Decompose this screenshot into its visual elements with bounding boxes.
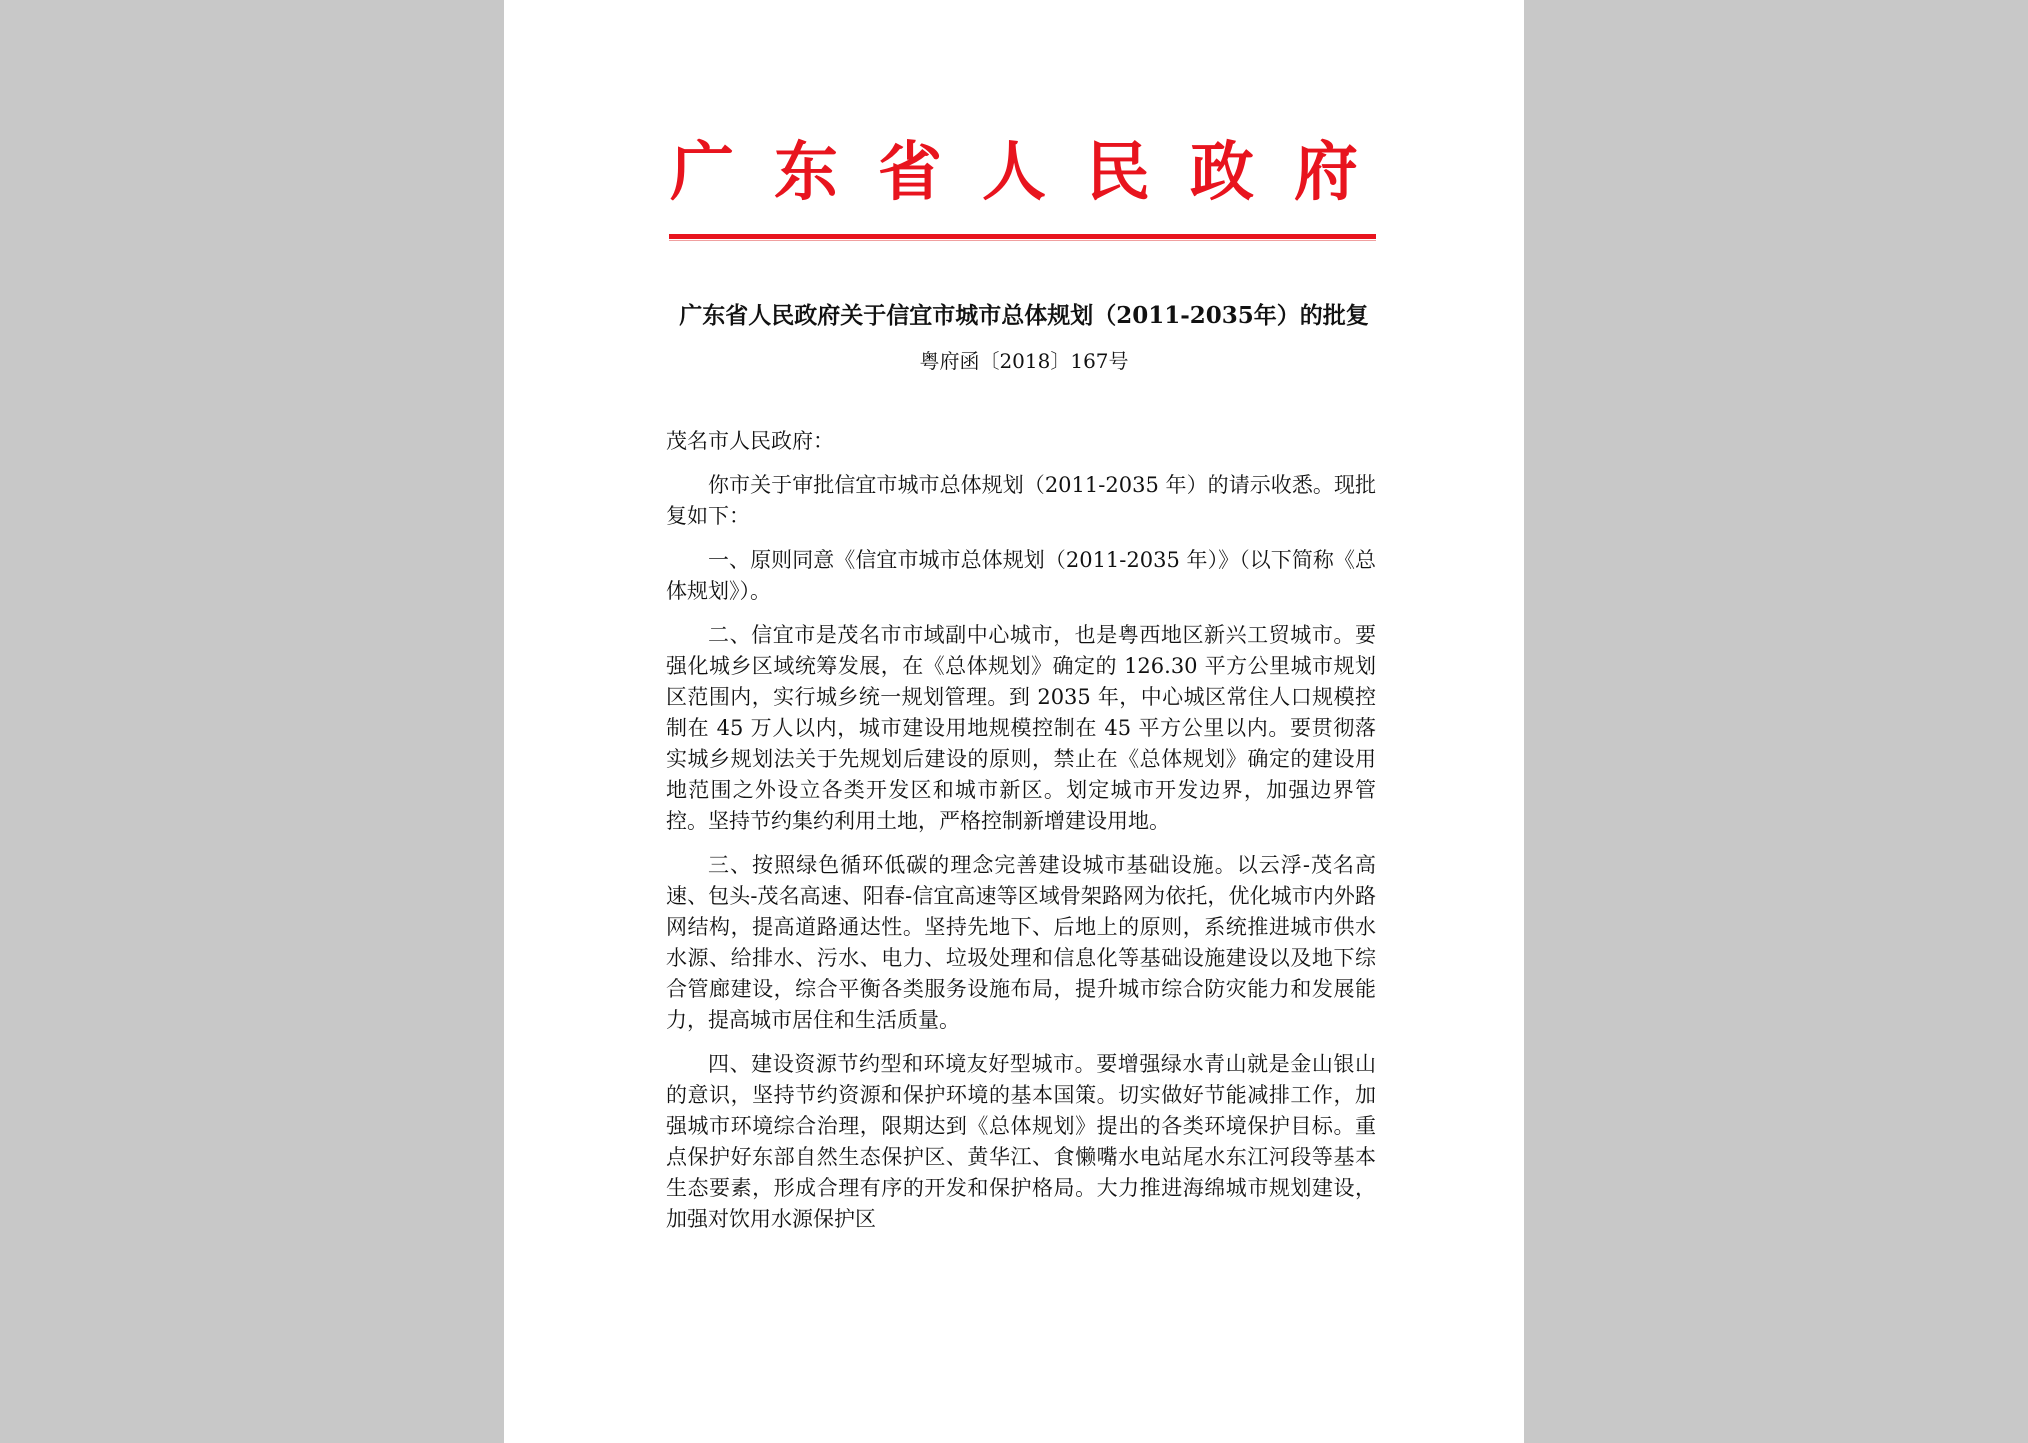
paragraph-4: 四、建设资源节约型和环境友好型城市。要增强绿水青山就是金山银山的意识，坚持节约资源和保护环境的基本国策。切实做好节能减排工作，加强城市环境综合治理，限期达到《总体规划》提出的各类环境保护目标。重点保护好东部自然生态保护区、黄华江、食懒嘴水电站尾水东江河段等基本生态要素，形成合理有序的开发和保护格局。大力推进海绵城市规划建设，加强对饮用水源保护区 <box>666 1052 1376 1231</box>
document-title: 广东省人民政府关于信宜市城市总体规划（2011-2035年）的批复 <box>679 302 1369 329</box>
document-number: 粤府函〔2018〕167号 <box>919 349 1129 373</box>
document-page[interactable] <box>504 0 1524 1443</box>
paragraph-intro: 你市关于审批信宜市城市总体规划（2011-2035 年）的请示收悉。现批复如下： <box>666 473 1376 528</box>
document-body <box>666 426 1376 1248</box>
paragraph-3: 三、按照绿色循环低碳的理念完善建设城市基础设施。以云浮-茂名高速、包头-茂名高速、阳春-信宜高速等区域骨架路网为依托，优化城市内外路网结构，提高道路通达性。坚持先地下、后地上的原则，系统推进城市供水水源、给排水、污水、电力、垃圾处理和信息化等基础设施建设以及地下综合管廊建设，综合平衡各类服务设施布局，提升城市综合防灾能力和发展能力，提高城市居住和生活质量。 <box>666 853 1376 1032</box>
masthead-red-rule <box>669 234 1376 239</box>
paragraph-2: 二、信宜市是茂名市市域副中心城市，也是粤西地区新兴工贸城市。要强化城乡区域统筹发展，在《总体规划》确定的 126.30 平方公里城市规划区范围内，实行城乡统一规划管理。到 2035 年，中心城区常住人口规模控制在 45 万人以内，城市建设用地规模控制在 45 平方公里以内。要贯彻落实城乡规划法关于先规划后建设的原则，禁止在《总体规划》确定的建设用地范围之外设立各类开发区和城市新区。划定城市开发边界，加强边界管控。坚持节约集约利用土地，严格控制新增建设用地。 <box>666 623 1376 833</box>
masthead-red-rule-shadow <box>669 240 1376 241</box>
paragraph-1: 一、原则同意《信宜市城市总体规划（2011-2035 年）》（以下简称《总体规划》）。 <box>666 548 1376 603</box>
government-masthead: 广东省人民政府 <box>670 135 1398 210</box>
addressee: 茂名市人民政府： <box>666 429 834 453</box>
